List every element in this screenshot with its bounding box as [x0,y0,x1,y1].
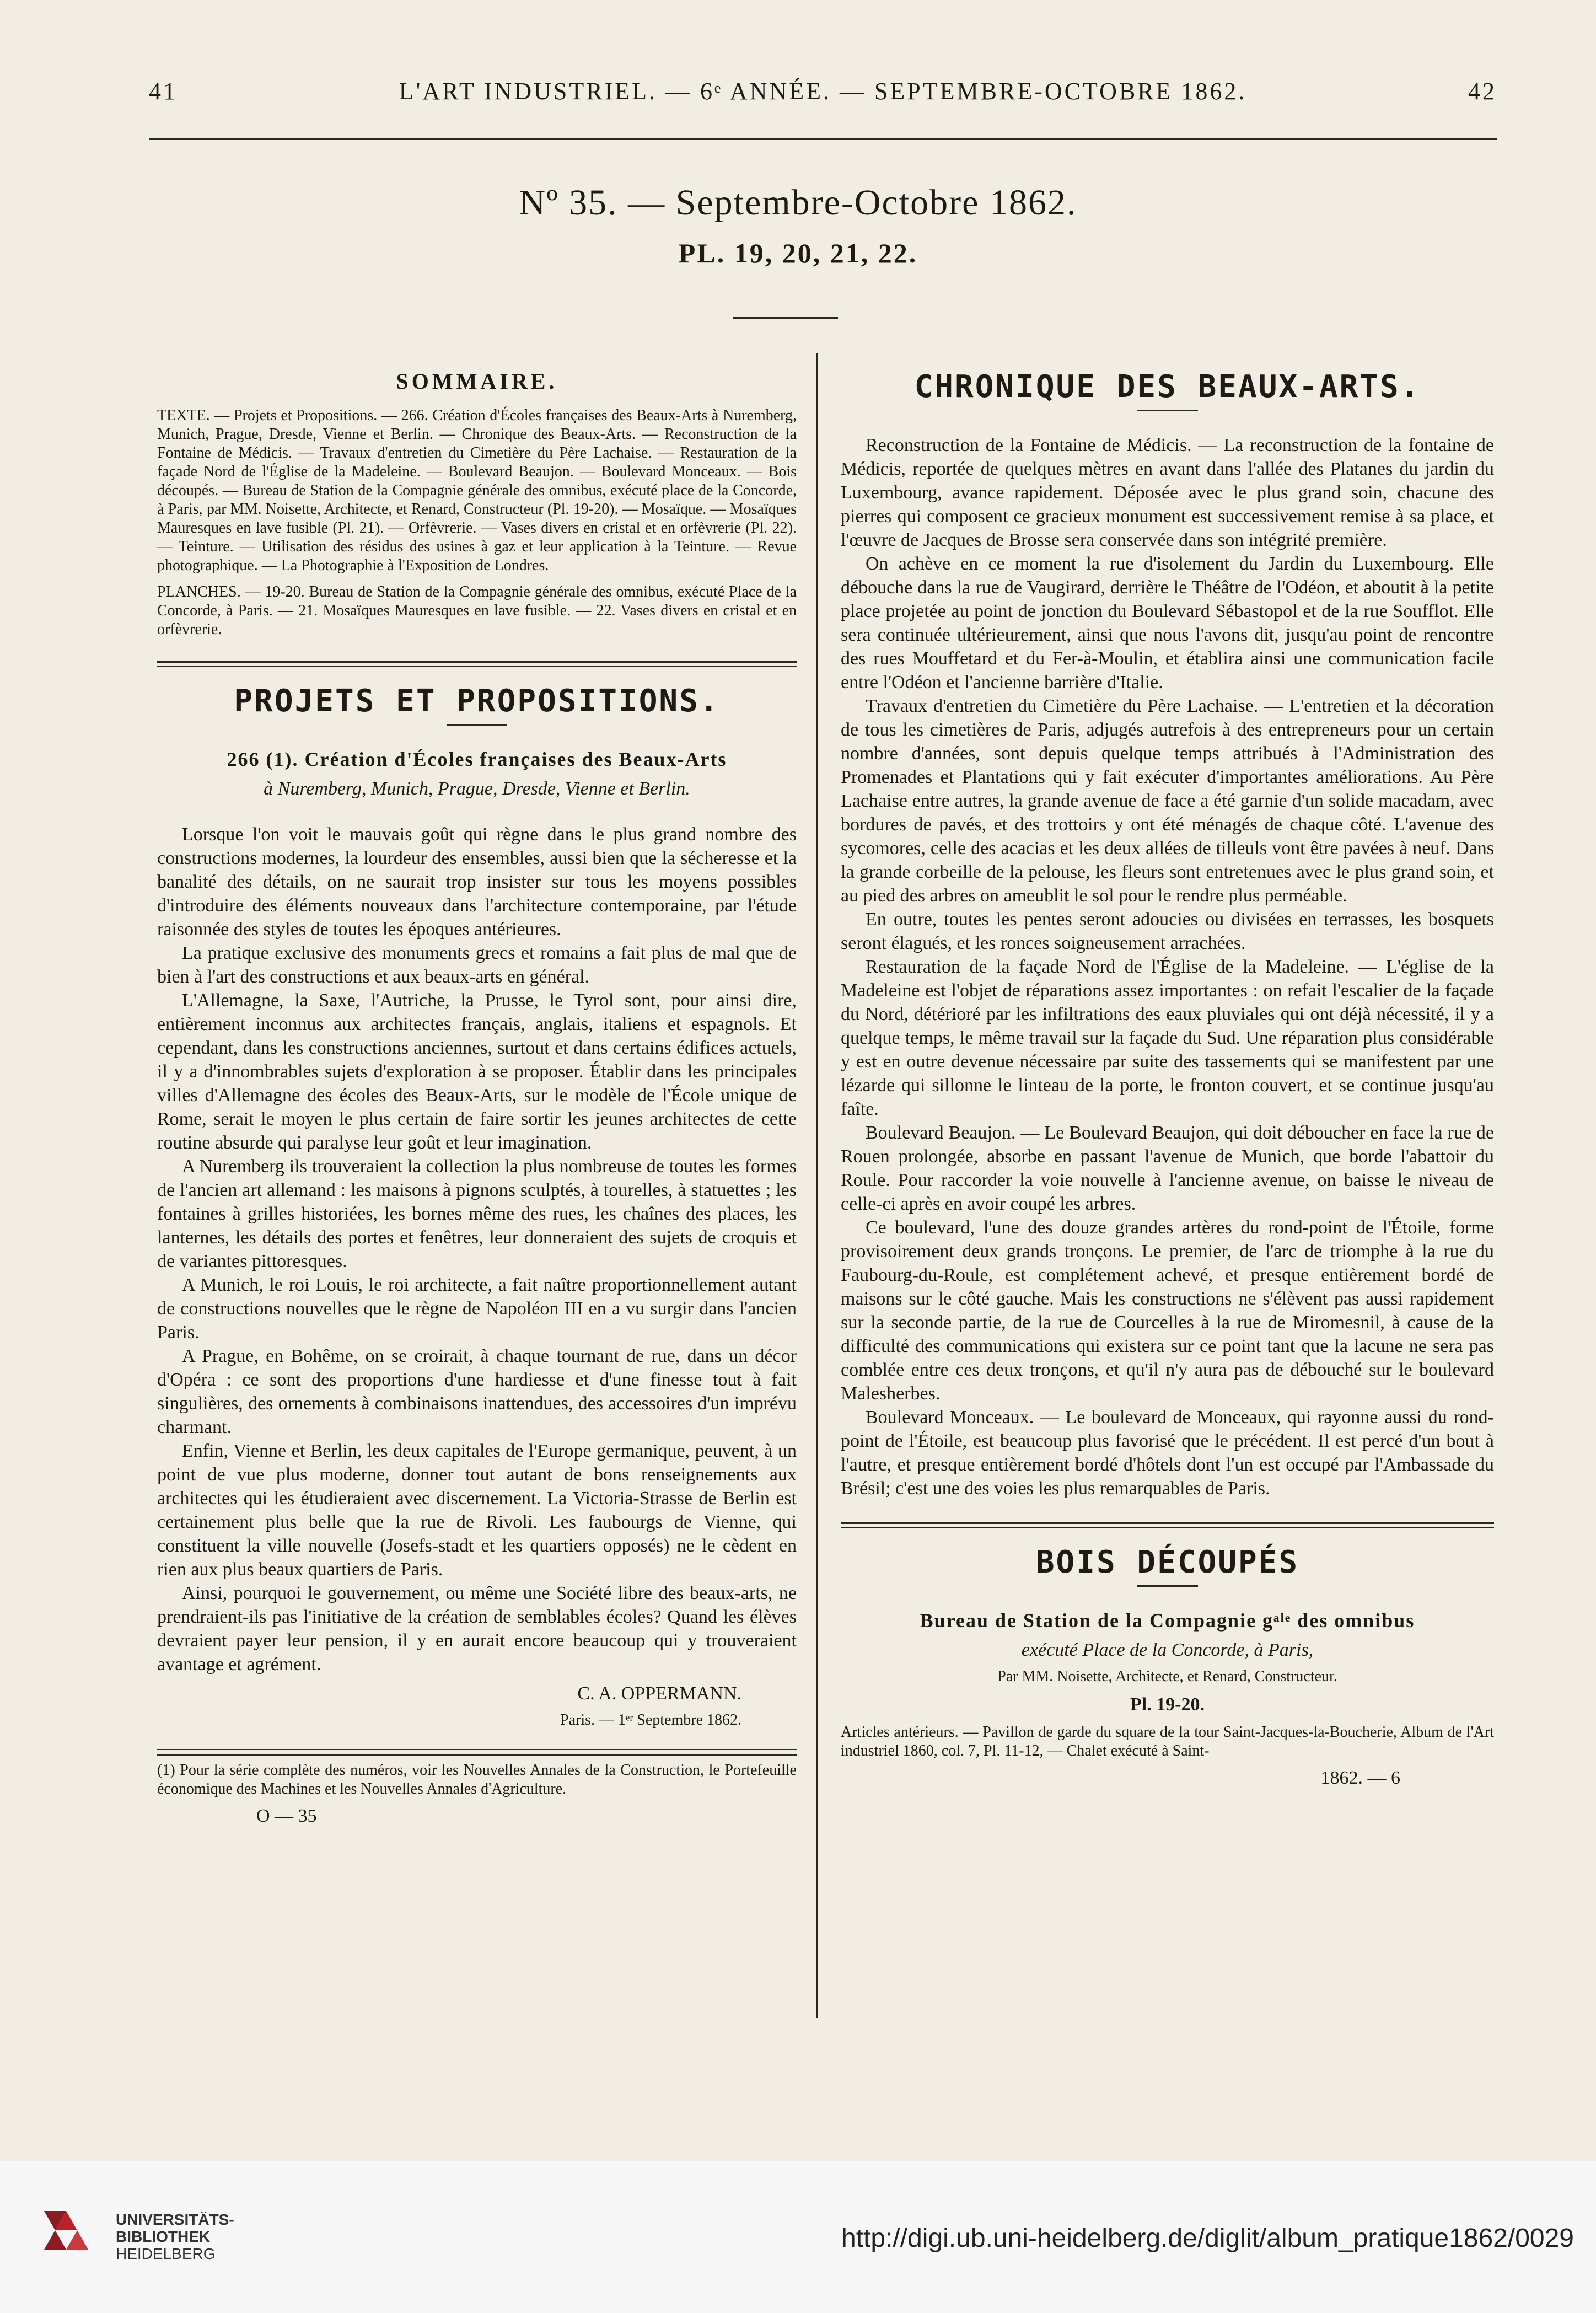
footnote: (1) Pour la série complète des numéros, voir les Nouvelles Annales de la Construction, le Portefeuille économique des Machines et les Nouvelles Annales d'Agriculture. [157,1762,797,1797]
section-rule [447,724,507,726]
dateline: Paris. — 1ᵉʳ Septembre 1862. [560,1711,741,1729]
paragraph: Lorsque l'on voit le mauvais goût qui règne dans le plus grand nombre des constructions modernes, la lourdeur des ensembles, aussi bien que la sécheresse et la banalité des détails, on ne saurait trop insister sur tous les moyens possibles d'introduire des éléments nouveaux dans l'architecture contemporaine, par l'étude raisonnée des styles de toutes les époques antérieures. [157,824,797,940]
sommaire-texte: TEXTE. — Projets et Propositions. — 266. Création d'Écoles françaises des Beaux-Arts à Nuremberg, Munich, Prague, Dresde, Vienne et Berlin. — Chronique des Beaux-Arts. — Reconstruction de la Fontaine de Médicis. — Travaux d'entretien du Cimetière du Père Lachaise. — Restauration de la façade Nord de l'Église de la Madeleine. — Boulevard Beaujon. — Boulevard Monceaux. — Bois découpés. — Bureau de Station de la Compagnie générale des omnibus, exécuté place de la Concorde, à Paris, par MM. Noisette, Architecte, et Renard, Constructeur (Pl. 19-20). — Mosaïque. — Mosaïques Mauresques en lave fusible (Pl. 21). — Orfèvrerie. — Vases divers en cristal et en orfèvrerie (Pl. 22). — Teinture. — Utilisation des résidus des usines à gaz et leur application à la Teinture. — Revue photographique. — La Photographie à l'Exposition de Londres. [157,407,797,574]
section-divider [157,661,797,667]
paragraph: L'Allemagne, la Saxe, l'Autriche, la Prusse, le Tyrol sont, pour ainsi dire, entièrement inconnus aux architectes français, anglais, italiens et espagnols. Et cependant, dans les constructions anciennes, surtout et dans certains édifices actuels, il y a d'innombrables sujets d'exploration à se proposer. Établir dans les principales villes d'Allemagne des écoles des Beaux-Arts, sur le modèle de l'École unique de Rome, serait le moyen le plus certain de faire sortir les jeunes architectes de cette routine absurde qui paralyse leur goût et leur imagination. [157,990,797,1153]
paragraph: Restauration de la façade Nord de l'Église de la Madeleine. — L'église de la Madeleine est l'objet de réparations assez importantes : on refait l'escalier de la façade du Nord, détérioré par les infiltrations des eaux pluviales qui ont déjà nécessité, il y a quelque temps, le même travail sur la façade du Sud. Une réparation plus considérable y est en outre devenue nécessaire par suite des tassements qui se manifestent par une lézarde qui sillonne le linteau de la porte, le fronton couvert, et se continue jusqu'au faîte. [841,957,1494,1119]
paragraph: Travaux d'entretien du Cimetière du Père Lachaise. — L'entretien et la décoration de tous les cimetières de Paris, adjugés autrefois à des entrepreneurs pour un certain nombre d'années, sont depuis quelque temps attribués à l'Administration des Promenades et Plantations qui y fait exécuter d'importantes améliorations. Au Père Lachaise entre autres, la grande avenue de face a été garnie d'un solide macadam, avec bordures de pavés, et des trottoirs y ont été ménagés de chaque côté. L'avenue des sycomores, celle des acacias et les deux allées de tilleuls vont être pavées à neuf. Dans la grande corbeille de la pelouse, les fleurs sont entretenues avec le plus grand soin, et au pied des arbres on ameublit le sol pour le rendre plus perméable. [841,696,1494,906]
column-divider [816,353,818,2018]
paragraph: A Nuremberg ils trouveraient la collection la plus nombreuse de toutes les formes de l'ancien art allemand : les maisons à pignons sculptés, à tourelles, à statuettes ; les fontaines à grilles historiées, les bornes même des rues, les chaînes des places, les lanternes, les détails des portes et fenêtres, leur donneraient des sujets de croquis et de variantes pittoresques. [157,1156,797,1271]
sheet-mark: 1862. — 6 [1320,1768,1400,1788]
section-rule [1137,410,1198,411]
bois-text: Articles antérieurs. — Pavillon de garde du square de la tour Saint-Jacques-la-Boucherie, Album de l'Art industriel 1860, col. 7, Pl. 11-12, — Chalet exécuté à Saint- [841,1724,1494,1759]
title-rule [733,317,838,319]
bois-place: exécuté Place de la Concorde, à Paris, [1021,1640,1314,1660]
paragraph: Ce boulevard, l'une des douze grandes artères du rond-point de l'Étoile, forme provisoirement deux grands tronçons. Le premier, de l'arc de triomphe à la rue du Faubourg-du-Roule, est complétement achevé, et presque entièrement bordé de maisons sur le côté gauche. Mais les constructions ne s'élèvent pas aussi rapidement sur la seconde partie, de la rue de Courcelles à la rue de Miromesnil, à cause de la difficulté des communications qui existera sur ce point tant que la lacune ne sera pas comblée entre ces deux tronçons, et qu'il n'y aura pas de débouché sur le boulevard Malesherbes. [841,1217,1494,1404]
issue-title: Nº 35. — Septembre-Octobre 1862. [519,183,1077,223]
footnote-divider [157,1749,797,1756]
library-name: UNIVERSITÄTS- BIBLIOTHEK HEIDELBERG [116,2211,234,2262]
paragraph: Boulevard Beaujon. — Le Boulevard Beaujon, qui doit déboucher en face la rue de Rouen prolongée, absorbe en passant l'avenue de Munich, que borde l'abattoir du Roule. Pour raccorder la voie nouvelle à l'ancienne avenue, on baisse le niveau de celle-ci après en avoir coupé les arbres. [841,1123,1494,1214]
author-signature: C. A. OPPERMANN. [577,1683,741,1704]
header-rule [149,138,1497,140]
section-title-bois: BOIS DÉCOUPÉS [1035,1544,1299,1580]
paragraph: Boulevard Monceaux. — Le boulevard de Monceaux, qui rayonne aussi du rond-point de l'Étoile, est beaucoup plus favorisé que le précédent. Il est percé d'un bout à l'autre, et presque entièrement bordé d'hôtels dont l'un est occupé par l'Ambassade du Brésil; c'est une des voies les plus remarquables de Paris. [841,1407,1494,1499]
paragraph: En outre, toutes les pentes seront adoucies ou divisées en terrasses, les bosquets seront élagués, et les ronces soigneusement arrachées. [841,909,1494,953]
section-divider [841,1522,1494,1528]
university-seal-icon [33,2205,99,2255]
page-number-left: 41 [149,78,178,105]
paragraph: La pratique exclusive des monuments grecs et romains a fait plus de mal que de bien à l'art des constructions et aux beaux-arts en général. [157,943,797,987]
source-url-link[interactable]: http://digi.ub.uni-heidelberg.de/diglit/album_pratique1862/0029 [841,2224,1574,2253]
article-subtitle: à Nuremberg, Munich, Prague, Dresde, Vienne et Berlin. [264,779,690,799]
sommaire-title: SOMMAIRE. [396,369,558,394]
paragraph: On achève en ce moment la rue d'isolement du Jardin du Luxembourg. Elle débouche dans la rue de Vaugirard, derrière le Théâtre de l'Odéon, et aboutit à la petite place projetée au point de jonction du Boulevard Sébastopol et de la rue Soufflot. Elle sera continuée ultérieurement, ainsi que nous l'avons dit, jusqu'au point de rencontre des rues Mouffetard et du Fer-à-Moulin, et établira ainsi une communication facile entre l'Odéon et l'ancienne barrière d'Italie. [841,554,1494,693]
section-rule [1137,1585,1198,1587]
section-title-projets: PROJETS ET PROPOSITIONS. [234,683,720,719]
paragraph: Reconstruction de la Fontaine de Médicis. — La reconstruction de la fontaine de Médicis, reportée de quelques mètres en avant dans l'allée des Platanes du jardin du Luxembourg, avance rapidement. Déposée avec le plus grand soin, chacune des pierres qui composent ce gracieux monument est successivement remise à sa place, et l'œuvre de Jacques de Brosse sera conservée dans son intégrité première. [841,435,1494,550]
bois-planche: Pl. 19-20. [1130,1694,1205,1715]
paragraph: Enfin, Vienne et Berlin, les deux capitales de l'Europe germanique, peuvent, à un point de vue plus moderne, donner tout autant de bons renseignements aux architectes qui les étudieraient avec discernement. La Victoria-Strasse de Berlin est certainement plus belle que la rue de Rivoli. Les faubourgs de Vienne, qui constituent la ville nouvelle (Josefs-stadt et les quartiers opposés) ne le cèdent en rien aux plus beaux quartiers de Paris. [157,1441,797,1580]
page-number-right: 42 [1468,78,1497,105]
running-header [149,77,1497,116]
planches-line: PL. 19, 20, 21, 22. [678,238,918,269]
left-column [157,347,797,1828]
sheet-signature-left [157,1804,797,1828]
paragraph: Ainsi, pourquoi le gouvernement, ou même une Société libre des beaux-arts, ne prendraient-ils pas l'initiative de la création de semblables écoles? Quand les élèves devraient payer leur pension, il y en aurait encore beaucoup qui y trouveraient avantage et agrément. [157,1583,797,1675]
bois-subtitle: Bureau de Station de la Compagnie gᵃˡᵉ des omnibus [920,1609,1415,1632]
paragraph: A Prague, en Bohême, on se croirait, à chaque tournant de rue, dans un décor d'Opéra : ce sont des proportions d'une hardiesse et d'une finesse tout à fait singulières, des ornements à combinaisons inattendues, des accessoires d'un imprévu charmant. [157,1346,797,1437]
section-title-chronique: CHRONIQUE DES BEAUX-ARTS. [914,369,1421,405]
paragraph: A Munich, le roi Louis, le roi architecte, a fait naître proportionnellement autant de constructions nouvelles que le règne de Napoléon III en a vu surgir dans l'ancien Paris. [157,1275,797,1343]
running-title: L'ART INDUSTRIEL. — 6ᵉ ANNÉE. — SEPTEMBRE-OCTOBRE 1862. [399,78,1247,105]
sheet-signature-right [841,1766,1494,1790]
sheet-mark: O — 35 [256,1806,317,1826]
sommaire-planches: PLANCHES. — 19-20. Bureau de Station de la Compagnie générale des omnibus, exécuté Place de la Concorde, à Paris. — 21. Mosaïques Mauresques en lave fusible. — 22. Vases divers en cristal et en orfèvrerie. [157,583,797,638]
bois-authors: Par MM. Noisette, Architecte, et Renard, Constructeur. [997,1668,1337,1685]
article-title: 266 (1). Création d'Écoles françaises des Beaux-Arts [227,748,727,770]
right-column [841,347,1494,1790]
